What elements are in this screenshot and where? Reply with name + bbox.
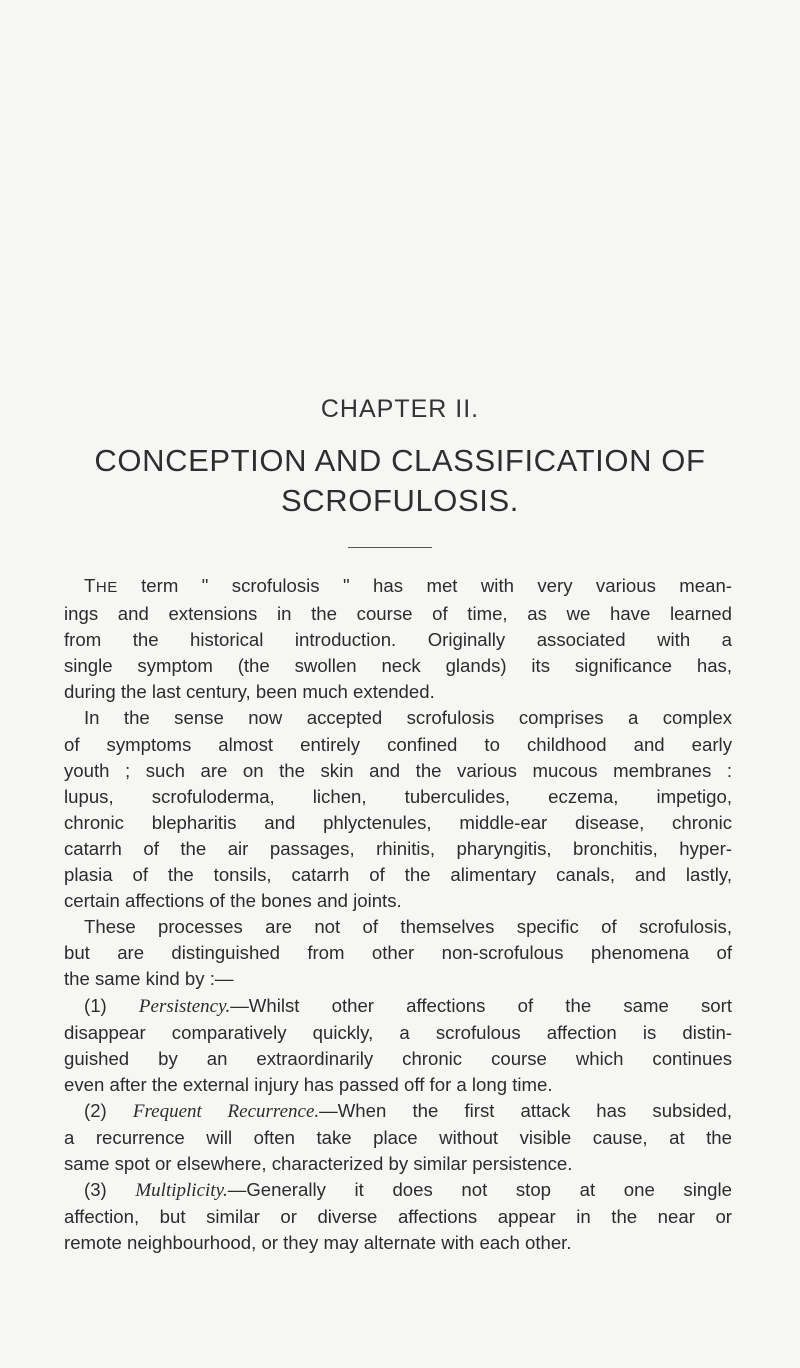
- text-line: remote neighbourhood, or they may alternate with each other.: [64, 1232, 572, 1254]
- text-line: same spot or elsewhere, characterized by similar persistence.: [64, 1153, 573, 1175]
- item-number: (2): [84, 1099, 133, 1121]
- chapter-title-line-2: SCROFULOSIS.: [280, 483, 520, 518]
- text-line: ings and extensions in the course of time, as we have learned: [64, 603, 732, 625]
- text-line: catarrh of the air passages, rhinitis, pharyngitis, bronchitis, hyper-: [64, 837, 732, 859]
- text-line: single symptom (the swollen neck glands) its significance has,: [64, 655, 732, 677]
- line-text: —When the first attack has subsided,: [319, 1099, 733, 1121]
- chapter-title: [0, 441, 800, 521]
- text-line: but are distinguished from other non-scrofulous phenomena of: [64, 942, 732, 964]
- text-line: [64, 573, 732, 601]
- paragraph-5: [64, 1098, 732, 1177]
- small-caps-lead: [84, 575, 118, 596]
- item-number: (3): [84, 1179, 136, 1201]
- text-line: plasia of the tonsils, catarrh of the alimentary canals, and lastly,: [64, 864, 732, 886]
- lead-rest: HE: [95, 579, 118, 596]
- text-line: [64, 1177, 732, 1204]
- text-line: a recurrence will often take place without visible cause, at the: [64, 1126, 732, 1148]
- italic-term: Frequent Recurrence.: [132, 1100, 320, 1122]
- body-text: [64, 573, 732, 1256]
- text-line: during the last century, been much extended.: [64, 681, 435, 703]
- paragraph-6: [64, 1177, 732, 1256]
- text-line: lupus, scrofuloderma, lichen, tuberculides, eczema, impetigo,: [64, 785, 732, 807]
- text-line: of symptoms almost entirely confined to childhood and early: [64, 733, 732, 755]
- chapter-label: CHAPTER II.: [320, 395, 480, 423]
- italic-term: Multiplicity.: [135, 1180, 228, 1202]
- text-line: chronic blepharitis and phlyctenules, middle-ear disease, chronic: [64, 811, 732, 833]
- chapter-title-line-1: CONCEPTION AND CLASSIFICATION OF: [94, 443, 706, 478]
- text-line: certain affections of the bones and joints.: [64, 890, 402, 912]
- title-divider-rule: [348, 547, 432, 548]
- line-text: —Generally it does not stop at one single: [227, 1179, 732, 1201]
- item-number: (1): [84, 994, 139, 1016]
- paragraph-2: [64, 705, 732, 914]
- text-line: guished by an extraordinarily chronic course which continues: [64, 1047, 732, 1069]
- text-line: youth ; such are on the skin and the various mucous membranes :: [64, 759, 732, 781]
- text-line: affection, but similar or diverse affections appear in the near or: [64, 1206, 732, 1228]
- text-line: the same kind by :—: [64, 968, 234, 990]
- text-line: In the sense now accepted scrofulosis comprises a complex: [84, 707, 732, 729]
- paragraph-1: [64, 573, 732, 705]
- text-line: These processes are not of themselves specific of scrofulosis,: [84, 916, 732, 938]
- line-text: —Whilst other affections of the same sort: [230, 994, 733, 1016]
- line-text: term " scrofulosis " has met with very various mean-: [117, 575, 732, 596]
- text-line: even after the external injury has passed off for a long time.: [64, 1073, 553, 1095]
- text-line: from the historical introduction. Originally associated with a: [64, 629, 732, 651]
- paragraph-3: [64, 914, 732, 992]
- paragraph-4: [64, 993, 732, 1098]
- text-line: [64, 1098, 732, 1125]
- text-line: disappear comparatively quickly, a scrofulous affection is distin-: [64, 1021, 732, 1043]
- text-line: [64, 993, 732, 1020]
- lead-capital: T: [84, 575, 96, 596]
- italic-term: Persistency.: [138, 995, 231, 1017]
